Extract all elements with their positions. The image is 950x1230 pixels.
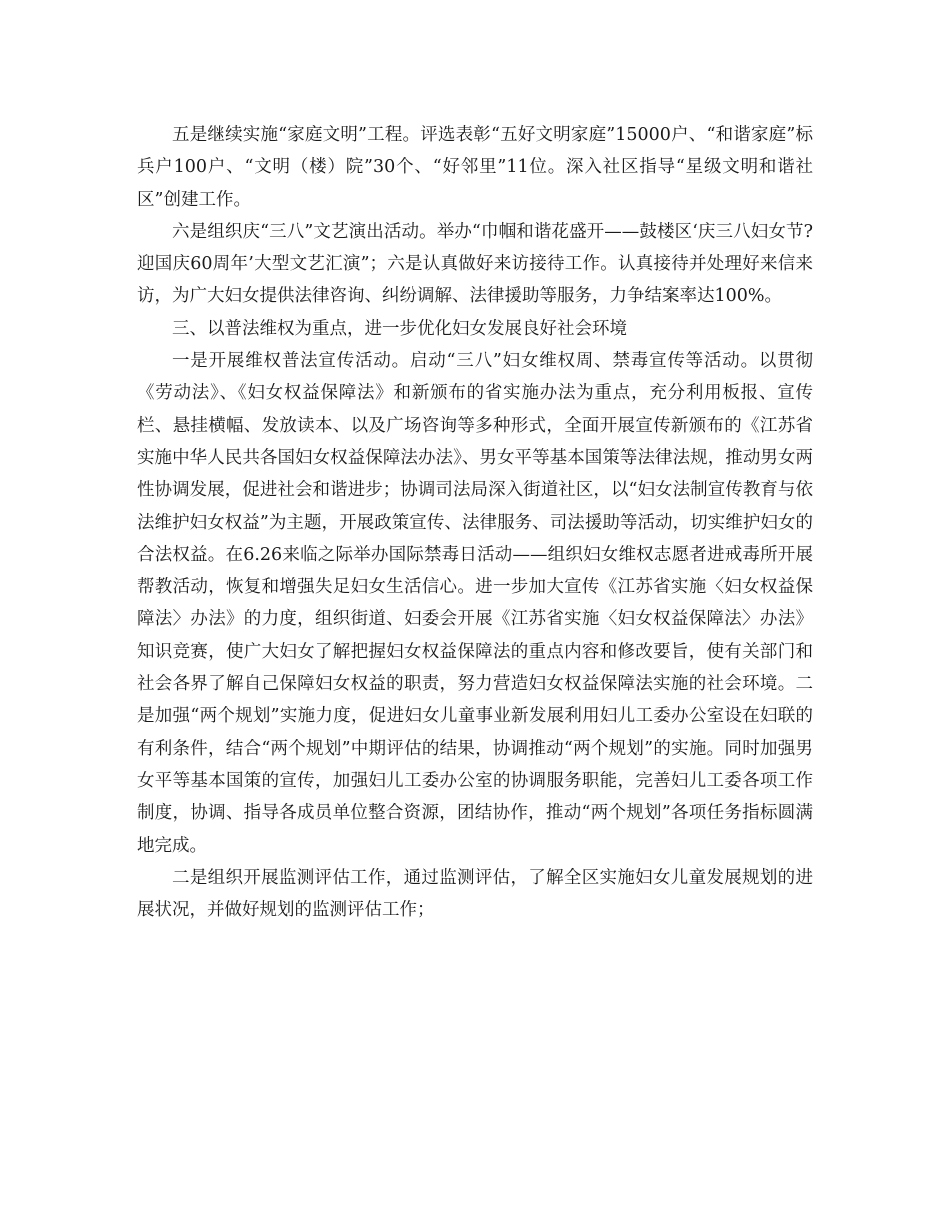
document-body: [137, 119, 813, 926]
paragraph-legal-publicity: 一是开展维权普法宣传活动。启动“三八”妇女维权周、禁毒宣传等活动。以贯彻《劳动法》、《妇女权益保障法》和新颁布的省实施办法为重点，充分利用板报、宣传栏、悬挂横幅、发放读本、以及广场咨询等多种形式，全面开展宣传新颁布的《江苏省实施中华人民共各国妇女权益保障法办法》、男女平等基本国策等法律法规，推动男女两性协调发展，促进社会和谐进步；协调司法局深入街道社区，以“妇女法制宣传教育与依法维护妇女权益”为主题，开展政策宣传、法律服务、司法援助等活动，切实维护妇女的合法权益。在6.26来临之际举办国际禁毒日活动——组织妇女维权志愿者进戒毒所开展帮教活动，恢复和增强失足妇女生活信心。进一步加大宣传《江苏省实施〈妇女权益保障法〉办法》的力度，组织街道、妇委会开展《江苏省实施〈妇女权益保障法〉办法》知识竞赛，使广大妇女了解把握妇女权益保障法的重点内容和修改要旨，使有关部门和社会各界了解自己保障妇女权益的职责，努力营造妇女权益保障法实施的社会环境。二是加强“两个规划”实施力度，促进妇女儿童事业新发展利用妇儿工委办公室设在妇联的有利条件，结合“两个规划”中期评估的结果，协调推动“两个规划”的实施。同时加强男女平等基本国策的宣传，加强妇儿工委办公室的协调服务职能，完善妇儿工委各项工作制度，协调、指导各成员单位整合资源，团结协作，推动“两个规划”各项任务指标圆满地完成。: [137, 351, 813, 856]
paragraph-monitoring-evaluation: 二是组织开展监测评估工作，通过监测评估，了解全区实施妇女儿童发展规划的进展状况，并做好规划的监测评估工作；: [137, 867, 813, 921]
paragraph-family-civilization: 五是继续实施“家庭文明”工程。评选表彰“五好文明家庭”15000户、“和谐家庭”标兵户100户、“文明（楼）院”30个、“好邻里”11位。深入社区指导“星级文明和谐社区”创建工作。: [137, 125, 813, 210]
paragraph-womens-day-performance: 六是组织庆“三八”文艺演出活动。举办“巾帼和谐花盛开——鼓楼区‘庆三八妇女节?迎国庆60周年’大型文艺汇演”；六是认真做好来访接待工作。认真接待并处理好来信来访，为广大妇女提供法律咨询、纠纷调解、法律援助等服务，力争结案率达100%。: [137, 221, 813, 307]
section-heading-legal-rights: 三、以普法维权为重点，进一步优化妇女发展良好社会环境: [172, 318, 627, 339]
